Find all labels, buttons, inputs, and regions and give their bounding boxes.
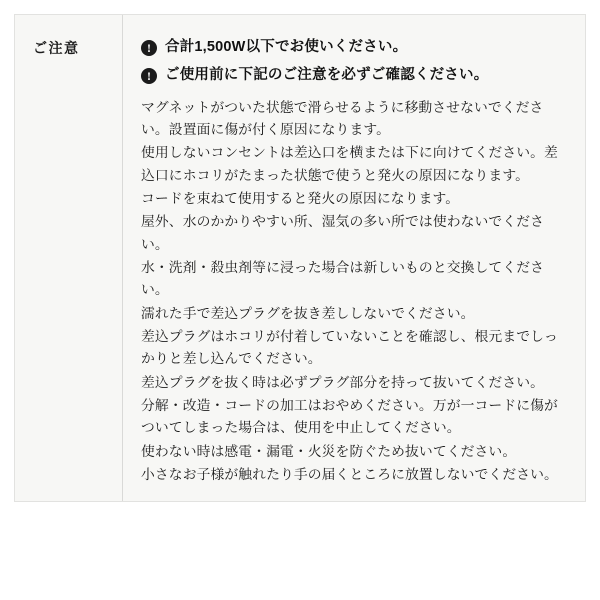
- notice-paragraph: 小さなお子様が触れたり手の届くところに放置しないでください。: [141, 467, 558, 482]
- notice-paragraph: 差込プラグを抜く時は必ずプラグ部分を持って抜いてください。: [141, 374, 545, 390]
- notice-paragraph: 分解・改造・コードの加工はおやめください。万が一コードに傷がついてしまった場合は、使用を中止してください。: [141, 397, 558, 436]
- notice-paragraph: 屋外、水のかかりやすい所、湿気の多い所では使わないでください。: [141, 214, 545, 252]
- notice-panel: [14, 14, 586, 502]
- notice-paragraph: 差込プラグはホコリが付着していないことを確認し、根元までしっかりと差し込んでください。: [141, 328, 558, 367]
- notice-paragraph: 使用しないコンセントは差込口を横または下に向けてください。差込口にホコリがたまった状態で使うと発火の原因になります。: [141, 145, 558, 183]
- notice-paragraph: 使わない時は感電・漏電・火災を防ぐため抜いてください。: [141, 443, 517, 459]
- notice-label-column: [15, 15, 123, 501]
- notice-headline-1: [141, 37, 569, 59]
- notice-body-column: [123, 15, 585, 501]
- notice-paragraph: 水・洗剤・殺虫剤等に浸った場合は新しいものと交換してください。: [141, 259, 545, 298]
- notice-headline-2-text: ご使用前に下記のご注意を必ずご確認ください。: [165, 66, 489, 83]
- notice-paragraph: マグネットがついた状態で滑らせるように移動させないでください。設置面に傷が付く原因になります。: [141, 99, 544, 137]
- notice-headline-2: [141, 65, 569, 87]
- notice-label: ご注意: [33, 40, 80, 56]
- notice-paragraph: コードを束ねて使用すると発火の原因になります。: [141, 190, 460, 206]
- notice-headline-1-text: 合計1,500W以下でお使いください。: [165, 39, 408, 55]
- notice-paragraph-list: [141, 97, 569, 487]
- exclamation-icon: !: [141, 40, 157, 56]
- exclamation-icon: !: [141, 68, 157, 84]
- notice-paragraph: 濡れた手で差込プラグを抜き差ししないでください。: [141, 305, 475, 321]
